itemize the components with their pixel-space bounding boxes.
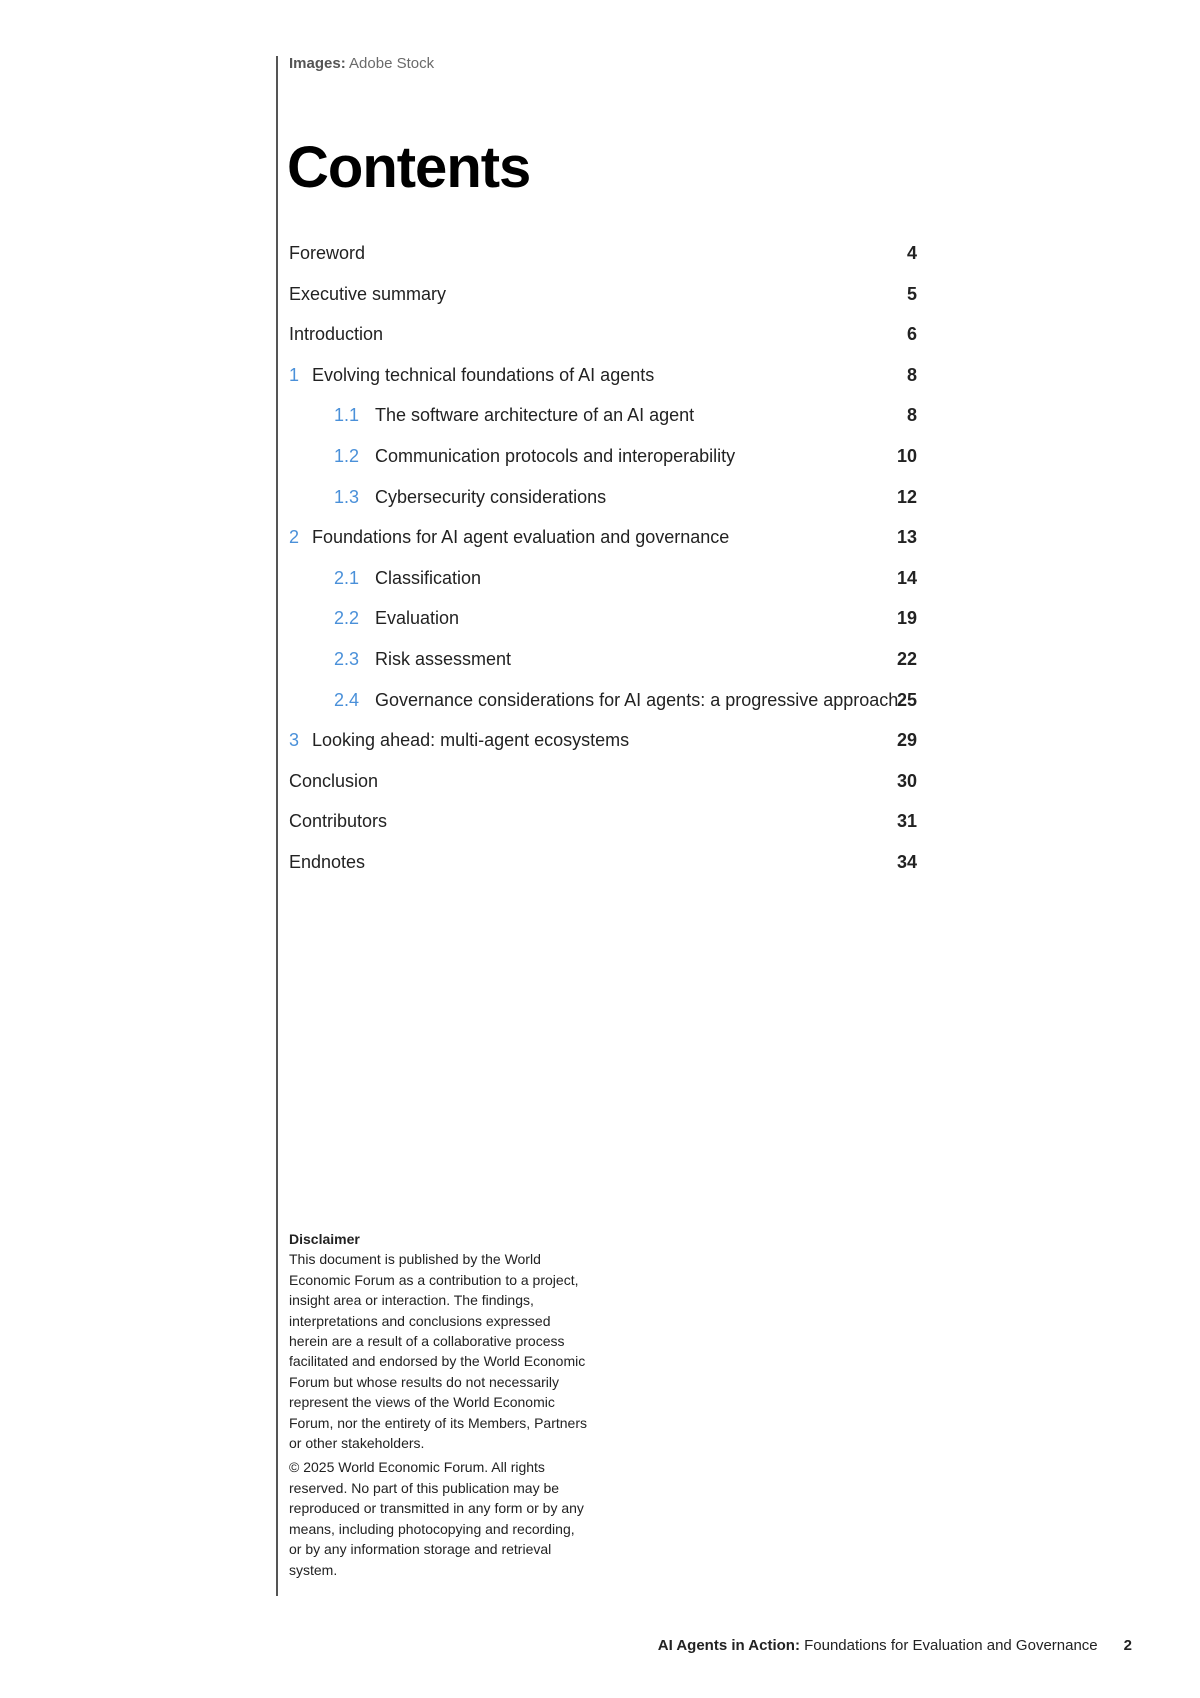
- toc-entry-title: [289, 644, 511, 674]
- toc-entry[interactable]: [289, 806, 917, 847]
- toc-entry-title: [289, 603, 459, 633]
- toc-page-number: 30: [896, 770, 917, 791]
- toc-entry-title: [289, 725, 629, 755]
- toc-page-number: 13: [896, 527, 917, 548]
- toc-page-number: 4: [906, 243, 917, 263]
- toc-page-number: 14: [896, 567, 917, 588]
- toc-section-number: 1.2: [334, 445, 360, 466]
- toc-page-number: 8: [906, 364, 917, 385]
- toc-label: Endnotes: [289, 851, 366, 872]
- toc-label: Foundations for AI agent evaluation and governance: [312, 527, 730, 548]
- margin-rule: [276, 56, 278, 1596]
- toc-entry-title: [289, 319, 383, 349]
- page-number: 2: [1123, 1637, 1132, 1654]
- toc-page-number: 29: [896, 730, 917, 751]
- disclaimer-heading: Disclaimer: [289, 1231, 360, 1247]
- toc-entry-title: [289, 685, 898, 715]
- image-credit-value: Adobe Stock: [349, 55, 435, 72]
- toc-section-number: 2: [289, 527, 300, 548]
- toc-label: Foreword: [289, 243, 366, 263]
- footer-title-bold: AI Agents in Action:: [657, 1637, 800, 1654]
- toc-entry[interactable]: [289, 482, 917, 523]
- toc-entry[interactable]: [289, 279, 917, 320]
- image-credit-label: Images:: [289, 55, 346, 72]
- toc-entry[interactable]: [289, 360, 917, 401]
- toc-page-number: 10: [896, 445, 917, 466]
- toc-entry[interactable]: [289, 603, 917, 644]
- toc-page-number: 12: [896, 486, 917, 507]
- toc-page-number: 6: [906, 324, 917, 345]
- table-of-contents: [289, 238, 917, 888]
- toc-section-number: 2.3: [334, 648, 360, 669]
- toc-entry[interactable]: [289, 400, 917, 441]
- toc-label: The software architecture of an AI agent: [375, 405, 695, 426]
- toc-page-number: 31: [896, 811, 917, 832]
- toc-entry-title: [289, 563, 481, 593]
- footer-title-rest: Foundations for Evaluation and Governance: [799, 1637, 1098, 1654]
- toc-label: Cybersecurity considerations: [375, 486, 607, 507]
- toc-entry-title: [289, 806, 387, 836]
- toc-label: Conclusion: [289, 770, 379, 791]
- toc-label: Executive summary: [289, 283, 447, 304]
- toc-entry[interactable]: [289, 725, 917, 766]
- toc-label: Looking ahead: multi-agent ecosystems: [312, 730, 630, 751]
- toc-entry-title: [289, 441, 735, 471]
- toc-entry-title: [289, 238, 365, 268]
- copyright-notice: © 2025 World Economic Forum. All rights reserved. No part of this publication may be reproduced or transmitted in any form or by any means, including photocopying and recording, or by any information storage and retrieval system.: [289, 1459, 584, 1578]
- toc-entry-title: [289, 279, 446, 309]
- toc-label: Communication protocols and interoperability: [375, 445, 736, 466]
- toc-entry-title: [289, 482, 606, 512]
- toc-label: Evaluation: [375, 608, 460, 629]
- disclaimer: [289, 1229, 589, 1584]
- toc-page-number: 22: [896, 648, 917, 669]
- toc-entry[interactable]: [289, 441, 917, 482]
- toc-entry-title: [289, 766, 378, 796]
- toc-section-number: 3: [289, 730, 300, 751]
- toc-entry[interactable]: [289, 238, 917, 279]
- toc-entry[interactable]: [289, 847, 917, 888]
- toc-label: Risk assessment: [375, 648, 512, 669]
- toc-entry[interactable]: [289, 522, 917, 563]
- toc-entry[interactable]: [289, 766, 917, 807]
- toc-label: Evolving technical foundations of AI agents: [312, 364, 655, 385]
- toc-entry-title: [289, 522, 729, 552]
- toc-label: Introduction: [289, 324, 384, 345]
- toc-section-number: 2.1: [334, 567, 360, 588]
- toc-section-number: 1.3: [334, 486, 360, 507]
- toc-label: Governance considerations for AI agents: a progressive approach: [375, 689, 899, 710]
- toc-section-number: 1: [289, 364, 300, 385]
- toc-entry-title: [289, 360, 654, 390]
- toc-section-number: 2.2: [334, 608, 360, 629]
- toc-label: Contributors: [289, 811, 388, 832]
- toc-page-number: 5: [906, 283, 917, 304]
- toc-page-number: 8: [906, 405, 917, 426]
- toc-label: Classification: [375, 567, 482, 588]
- toc-section-number: 2.4: [334, 689, 360, 710]
- toc-entry-title: [289, 400, 694, 430]
- toc-section-number: 1.1: [334, 405, 360, 426]
- toc-entry[interactable]: [289, 644, 917, 685]
- image-credit: [289, 55, 434, 72]
- toc-entry-title: [289, 847, 365, 877]
- toc-entry[interactable]: [289, 319, 917, 360]
- toc-page-number: 19: [896, 608, 917, 629]
- toc-page-number: 25: [896, 689, 917, 710]
- page-title: Contents: [287, 135, 531, 200]
- toc-entry[interactable]: [289, 563, 917, 604]
- toc-page-number: 34: [896, 851, 917, 872]
- page-footer: [658, 1637, 1132, 1654]
- toc-entry[interactable]: [289, 685, 917, 726]
- disclaimer-body: This document is published by the World Economic Forum as a contribution to a project, insight area or interaction. The findings, interpretations and conclusions expressed herein are a result of a collaborative process facilitated and endorsed by the World Economic Forum but whose results do not necessarily represent the views of the World Economic Forum, nor the entirety of its Members, Partners or other stakeholders.: [289, 1251, 587, 1452]
